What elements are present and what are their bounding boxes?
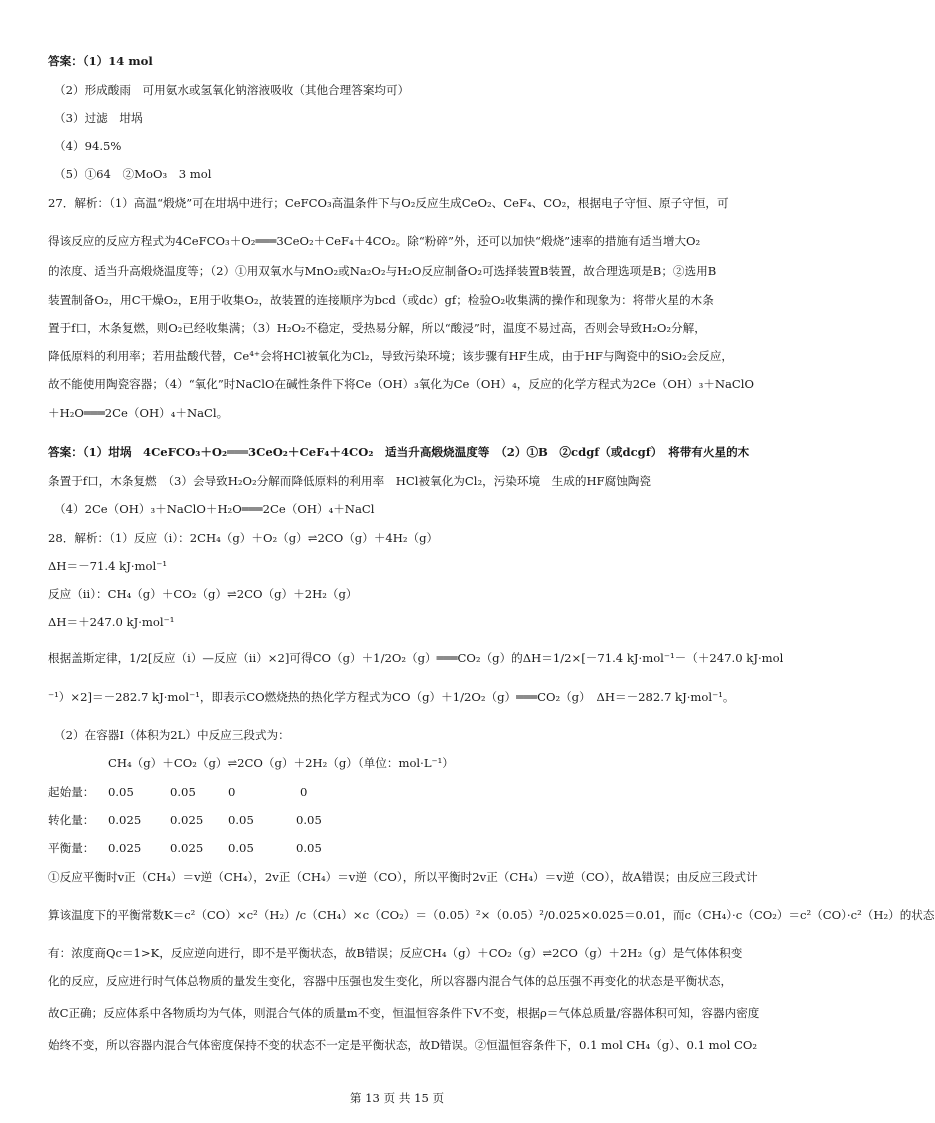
table-cell: 0.05	[228, 841, 254, 855]
answer-27-line-3: （4）2Ce（OH）₃＋NaClO＋H₂O═══2Ce（OH）₄＋NaCl	[54, 502, 375, 516]
answer-27-line-2: 条置于f口，木条复燃 （3）会导致H₂O₂分解而降低原料的利用率 HCl被氧化为Cl₂，污染环境 生成的HF腐蚀陶瓷	[48, 474, 651, 488]
answer-26-line-3: （3）过滤 坩埚	[54, 111, 143, 125]
page-footer: 第 13 页 共 15 页	[349, 1091, 445, 1105]
answer-26-line-4: （4）94.5%	[54, 139, 122, 153]
answer-26-line-2: （2）形成酸雨 可用氨水或氢氧化钠溶液吸收（其他合理答案均可）	[54, 83, 410, 97]
analysis-28-line-13: 始终不变，所以容器内混合气体密度保持不变的状态不一定是平衡状态，故D错误。②恒温恒容条件下，0.1 mol CH₄（g）、0.1 mol CO₂	[48, 1038, 758, 1052]
analysis-27-line-1: 27．解析：（1）高温“煅烧”可在坩埚中进行；CeFCO₃高温条件下与O₂反应生成CeO₂、CeF₄、CO₂，根据电子守恒、原子守恒，可	[48, 196, 729, 210]
table-cell: 0	[300, 785, 308, 799]
table-cell: 0.025	[170, 841, 204, 855]
analysis-28-line-9: 算该温度下的平衡常数K＝c²（CO）×c²（H₂）/c（CH₄）×c（CO₂）＝（0.05）²×（0.05）²/0.025×0.025＝0.01，而c（CH₄）·c（CO₂）＝c²（CO）·c²（H₂）的状态	[48, 908, 935, 922]
answer-26-line-1: 答案：（1）14 mol	[48, 54, 153, 68]
table-cell: 0.025	[170, 813, 204, 827]
table-cell: 0.05	[170, 785, 196, 799]
table-cell: 0.025	[108, 841, 142, 855]
analysis-28-line-8: ①反应平衡时v正（CH₄）＝v逆（CH₄），2v正（CH₄）＝v逆（CO），所以平衡时2v正（CH₄）＝v逆（CO），故A错误；由反应三段式计	[48, 870, 758, 884]
analysis-27-line-4: 装置制备O₂，用C干燥O₂，E用于收集O₂，故装置的连接顺序为bcd（或dc）gf；检验O₂收集满的操作和现象为：将带火星的木条	[48, 293, 714, 307]
analysis-28-line-3: 反应（ⅱ）：CH₄（g）＋CO₂（g）⇌2CO（g）＋2H₂（g）	[48, 587, 358, 601]
table-cell: 0.05	[108, 785, 134, 799]
analysis-27-line-5: 置于f口，木条复燃，则O₂已经收集满；（3）H₂O₂不稳定，受热易分解，所以“酸浸”时，温度不易过高，否则会导致H₂O₂分解，	[48, 321, 706, 335]
answer-27-line-1: 答案：（1）坩埚 4CeFCO₃＋O₂═══3CeO₂＋CeF₄＋4CO₂ 适当升高煅烧温度等 （2）①B ②cdgf（或dcgf） 将带有火星的木	[48, 445, 750, 459]
analysis-27-line-3: 的浓度、适当升高煅烧温度等；（2）①用双氧水与MnO₂或Na₂O₂与H₂O反应制备O₂可选择装置B装置，故合理选项是B；②选用B	[48, 264, 717, 278]
analysis-28-line-6: ⁻¹）×2]＝－282.7 kJ·mol⁻¹，即表示CO燃烧热的热化学方程式为CO（g）＋1/2O₂（g）═══CO₂（g） ΔH＝－282.7 kJ·mol⁻¹。	[48, 690, 735, 704]
analysis-28-line-4: ΔH＝＋247.0 kJ·mol⁻¹	[48, 615, 175, 629]
analysis-28-line-7: （2）在容器Ⅰ（体积为2L）中反应三段式为：	[54, 728, 290, 742]
analysis-28-line-11: 化的反应，反应进行时气体总物质的量发生变化，容器中压强也发生变化，所以容器内混合气体的总压强不再变化的状态是平衡状态，	[48, 974, 733, 988]
row-label-initial: 起始量：	[48, 785, 95, 799]
analysis-28-line-1: 28．解析：（1）反应（ⅰ）：2CH₄（g）＋O₂（g）⇌2CO（g）＋4H₂（g）	[48, 531, 439, 545]
analysis-27-line-2: 得该反应的反应方程式为4CeFCO₃＋O₂═══3CeO₂＋CeF₄＋4CO₂。除“粉碎”外，还可以加快“煅烧”速率的措施有适当增大O₂	[48, 234, 701, 248]
answer-26-line-5: （5）①64 ②MoO₃ 3 mol	[54, 167, 212, 181]
analysis-27-line-8: ＋H₂O═══2Ce（OH）₄＋NaCl。	[48, 406, 229, 420]
analysis-28-line-2: ΔH＝－71.4 kJ·mol⁻¹	[48, 559, 167, 573]
analysis-27-line-6: 降低原料的利用率；若用盐酸代替，Ce⁴⁺会将HCl被氧化为Cl₂，导致污染环境；该步骤有HF生成，由于HF与陶瓷中的SiO₂会反应，	[48, 349, 734, 363]
analysis-28-line-10: 有：浓度商Qc＝1>K，反应逆向进行，即不是平衡状态，故B错误；反应CH₄（g）＋CO₂（g）⇌2CO（g）＋2H₂（g）是气体体积变	[48, 946, 743, 960]
table-cell: 0.05	[228, 813, 254, 827]
row-label-equilibrium: 平衡量：	[48, 841, 95, 855]
analysis-27-line-7: 故不能使用陶瓷容器；（4）“氧化”时NaClO在碱性条件下将Ce（OH）₃氧化为Ce（OH）₄，反应的化学方程式为2Ce（OH）₃＋NaClO	[48, 377, 755, 391]
analysis-28-line-12: 故C正确；反应体系中各物质均为气体，则混合气体的质量m不变，恒温恒容条件下V不变，根据ρ＝气体总质量/容器体积可知，容器内密度	[48, 1006, 760, 1020]
analysis-28-line-5: 根据盖斯定律，1/2[反应（ⅰ）—反应（ⅱ）×2]可得CO（g）＋1/2O₂（g）═══CO₂（g）的ΔH＝1/2×[－71.4 kJ·mol⁻¹－（＋247.0 kJ·mol	[48, 651, 784, 665]
row-label-change: 转化量：	[48, 813, 95, 827]
table-cell: 0.05	[296, 841, 322, 855]
table-cell: 0	[228, 785, 236, 799]
table-cell: 0.05	[296, 813, 322, 827]
three-stage-equation: CH₄（g）＋CO₂（g）⇌2CO（g）＋2H₂（g）（单位：mol·L⁻¹）	[108, 756, 454, 770]
table-cell: 0.025	[108, 813, 142, 827]
